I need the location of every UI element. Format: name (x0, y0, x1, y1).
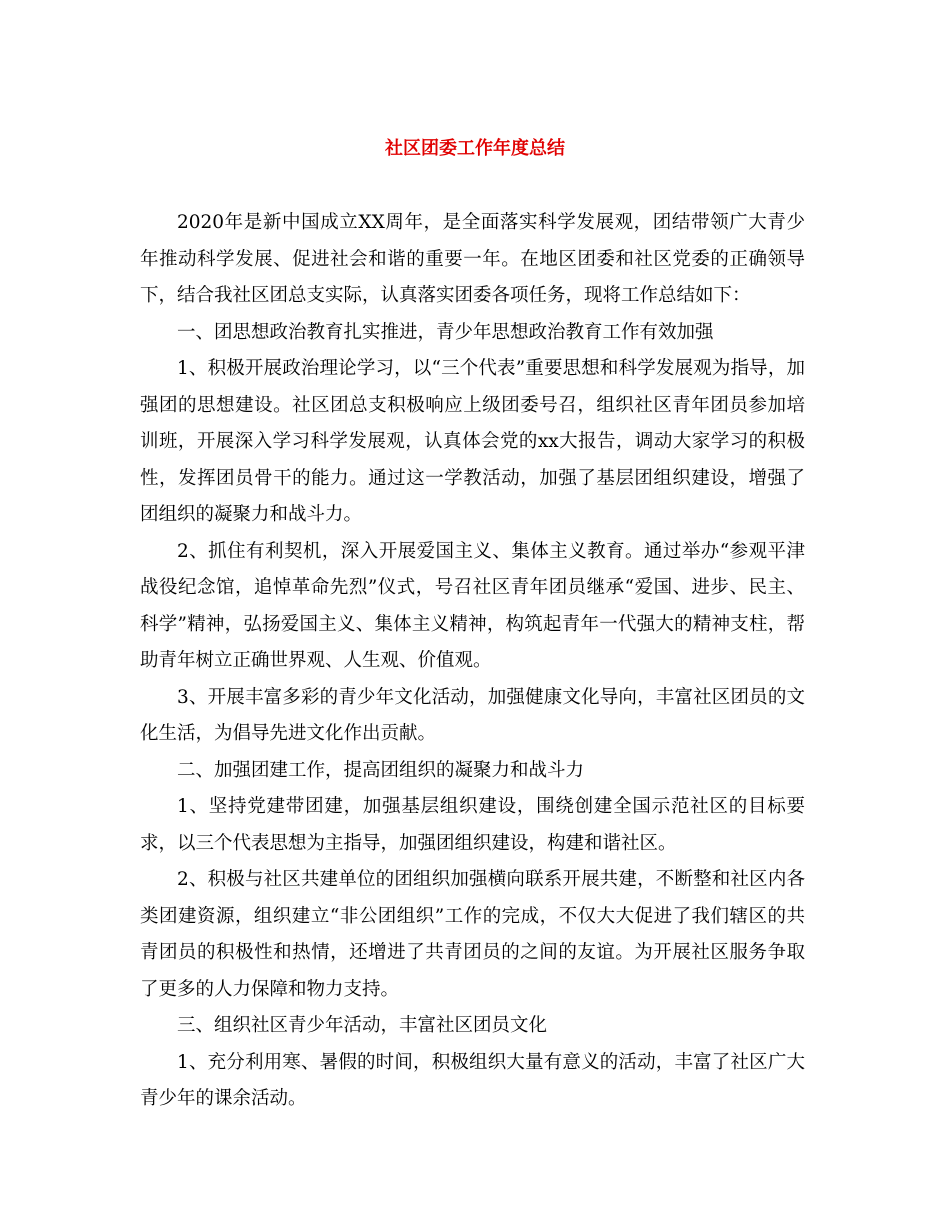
paragraph-1-1: 1、积极开展政治理论学习，以“三个代表”重要思想和科学发展观为指导，加强团的思想建设。社区团总支积极响应上级团委号召，组织社区青年团员参加培训班，开展深入学习科学发展观，认真体会党的xx大报告，调动大家学习的积极性，发挥团员骨干的能力。通过这一学教活动，加强了基层团组织建设，增强了团组织的凝聚力和战斗力。 (140, 358, 805, 525)
section-heading-2: 二、加强团建工作，提高团组织的凝聚力和战斗力 (177, 759, 585, 781)
paragraph-intro: 2020年是新中国成立XX周年，是全面落实科学发展观，团结带领广大青少年推动科学发展、促进社会和谐的重要一年。在地区团委和社区党委的正确领导下，结合我社区团总支实际，认真落实团委各项任务，现将工作总结如下： (140, 212, 805, 306)
section-heading-3: 三、组织社区青少年活动，丰富社区团员文化 (177, 1015, 548, 1036)
paragraph-1-3: 3、开展丰富多彩的青少年文化活动，加强健康文化导向，丰富社区团员的文化生活，为倡导先进文化作出贡献。 (140, 686, 805, 744)
paragraph-2-1: 1、坚持党建带团建，加强基层组织建设，围绕创建全国示范社区的目标要求，以三个代表思想为主指导，加强团组织建设，构建和谐社区。 (140, 796, 805, 854)
document-body (140, 205, 805, 1118)
paragraph-2-2: 2、积极与社区共建单位的团组织加强横向联系开展共建，不断整和社区内各类团建资源，组织建立“非公团组织”工作的完成，不仅大大促进了我们辖区的共青团员的积极性和热情，还增进了共青团员的之间的友谊。为开展社区服务争取了更多的人力保障和物力支持。 (140, 869, 805, 1000)
document-title: 社区团委工作年度总结 (385, 138, 565, 159)
section-heading-1: 一、团思想政治教育扎实推进，青少年思想政治教育工作有效加强 (177, 321, 714, 343)
paragraph-3-1: 1、充分利用寒、暑假的时间，积极组织大量有意义的活动，丰富了社区广大青少年的课余活动。 (140, 1051, 805, 1109)
paragraph-1-2: 2、抓住有利契机，深入开展爱国主义、集体主义教育。通过举办“参观平津战役纪念馆，追悼革命先烈”仪式，号召社区青年团员继承“爱国、进步、民主、科学”精神，弘扬爱国主义、集体主义精神，构筑起青年一代强大的精神支柱，帮助青年树立正确世界观、人生观、价值观。 (140, 540, 805, 671)
